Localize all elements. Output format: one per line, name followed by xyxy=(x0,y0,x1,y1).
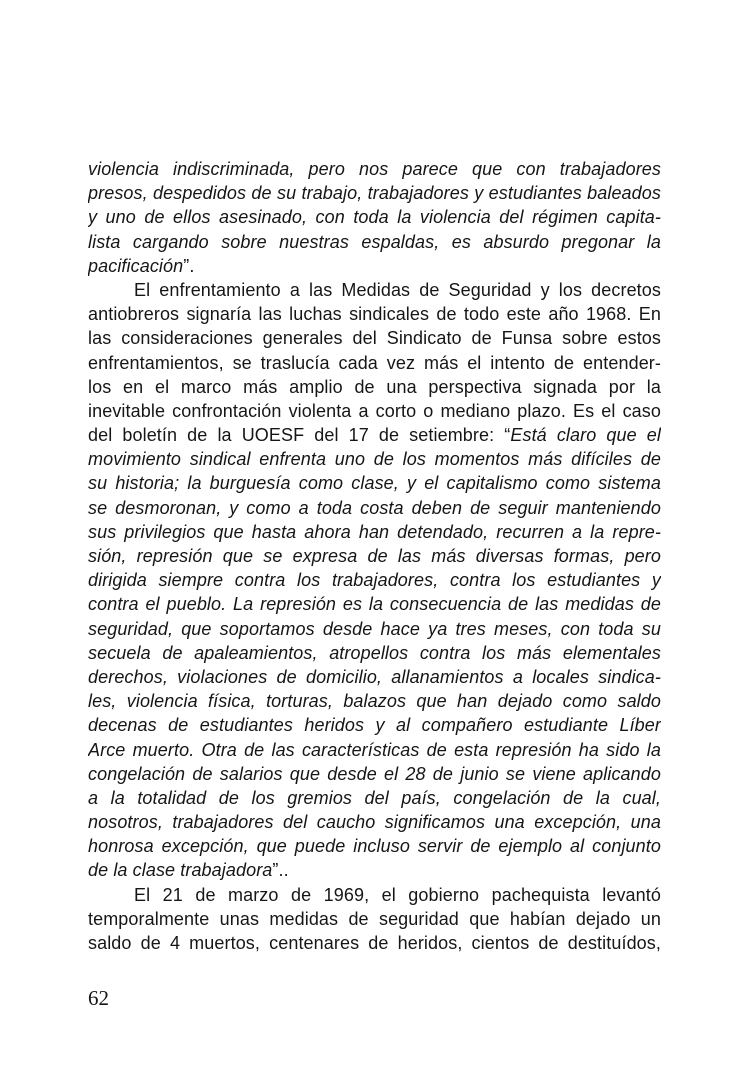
text-line xyxy=(88,496,661,520)
text-line xyxy=(88,713,661,737)
italic-text-segment: y uno de ellos asesinado, con toda la violencia del régimen capita- xyxy=(88,207,661,228)
text-line xyxy=(88,351,661,375)
text-line xyxy=(88,786,661,810)
italic-text-segment: decenas de estudiantes heridos y al compañero estudiante Líber xyxy=(88,715,661,736)
text-segment: antiobreros signaría las luchas sindicales de todo este año 1968. En xyxy=(88,304,661,325)
text-line xyxy=(88,375,661,399)
text-segment: ”.. xyxy=(272,860,289,881)
italic-text-segment: congelación de salarios que desde el 28 de junio se viene aplicando xyxy=(88,763,661,784)
italic-text-segment: nosotros, trabajadores del caucho significamos una excepción, una xyxy=(88,812,661,833)
italic-text-segment: derechos, violaciones de domicilio, allanamientos a locales sindica- xyxy=(88,666,661,687)
text-line xyxy=(88,326,661,350)
italic-text-segment: presos, despedidos de su trabajo, trabajadores y estudiantes baleados xyxy=(88,183,661,204)
text-line xyxy=(88,544,661,568)
italic-text-segment: movimiento sindical enfrenta uno de los momentos más difíciles de xyxy=(88,449,661,470)
text-line xyxy=(88,810,661,834)
text-line xyxy=(88,399,661,423)
text-segment: temporalmente unas medidas de seguridad que habían dejado un xyxy=(88,908,661,929)
italic-text-segment: dirigida siempre contra los trabajadores, contra los estudiantes y xyxy=(88,570,661,591)
text-line xyxy=(88,278,661,302)
italic-text-segment: seguridad, que soportamos desde hace ya tres meses, con toda su xyxy=(88,618,661,639)
italic-text-segment: violencia indiscriminada, pero nos parece que con trabajadores xyxy=(88,159,661,179)
italic-text-segment: contra el pueblo. La represión es la consecuencia de las medidas de xyxy=(88,594,661,615)
text-line xyxy=(88,423,661,447)
text-line xyxy=(88,641,661,665)
text-segment: del boletín de la UOESF del 17 de setiembre: “ xyxy=(88,425,511,446)
text-segment: inevitable confrontación violenta a corto o mediano plazo. Es el caso xyxy=(88,400,661,421)
text-segment: las consideraciones generales del Sindicato de Funsa sobre estos xyxy=(88,328,661,349)
italic-text-segment: su historia; la burguesía como clase, y el capitalismo como sistema xyxy=(88,473,661,494)
text-line xyxy=(88,205,661,229)
text-line xyxy=(88,471,661,495)
italic-text-segment: sus privilegios que hasta ahora han detendado, recurren a la repre- xyxy=(88,521,661,542)
italic-text-segment: les, violencia física, torturas, balazos que han dejado como saldo xyxy=(88,691,661,712)
text-segment: El 21 de marzo de 1969, el gobierno pachequista levantó xyxy=(134,884,661,905)
italic-text-segment: sión, represión que se expresa de las más diversas formas, pero xyxy=(88,546,661,566)
text-block xyxy=(88,157,661,955)
text-line xyxy=(88,302,661,326)
text-line xyxy=(88,834,661,858)
text-line xyxy=(88,181,661,205)
italic-text-segment: a la totalidad de los gremios del país, congelación de la cual, xyxy=(88,787,661,808)
text-segment: enfrentamientos, se traslucía cada vez más el intento de entender- xyxy=(88,352,661,373)
text-line xyxy=(88,617,661,641)
text-segment: El enfrentamiento a las Medidas de Seguridad y los decretos xyxy=(134,279,661,300)
text-segment: los en el marco más amplio de una perspectiva signada por la xyxy=(88,376,661,397)
text-line xyxy=(88,907,661,931)
text-line xyxy=(88,592,661,616)
text-line xyxy=(88,689,661,713)
text-line xyxy=(88,762,661,786)
text-line xyxy=(88,665,661,689)
text-line xyxy=(88,447,661,471)
text-line xyxy=(88,230,661,254)
text-line xyxy=(88,858,661,882)
text-line xyxy=(88,157,661,181)
italic-text-segment: lista cargando sobre nuestras espaldas, es absurdo pregonar la xyxy=(88,231,661,252)
italic-text-segment: Arce muerto. Otra de las características de esta represión ha sido la xyxy=(88,739,661,760)
text-line xyxy=(88,520,661,544)
italic-text-segment: pacificación xyxy=(88,255,184,276)
text-segment: ”. xyxy=(183,255,195,276)
text-line xyxy=(88,254,661,278)
italic-text-segment: Está claro que el xyxy=(510,425,661,446)
text-line xyxy=(88,738,661,762)
page-number: 62 xyxy=(88,986,109,1010)
text-line xyxy=(88,931,661,955)
text-segment: saldo de 4 muertos, centenares de heridos, cientos de destituídos, xyxy=(88,933,661,953)
italic-text-segment: secuela de apaleamientos, atropellos contra los más elementales xyxy=(88,642,661,663)
italic-text-segment: honrosa excepción, que puede incluso servir de ejemplo al conjunto xyxy=(88,836,661,857)
italic-text-segment: de la clase trabajadora xyxy=(88,860,273,881)
text-line xyxy=(88,883,661,907)
text-line xyxy=(88,568,661,592)
italic-text-segment: se desmoronan, y como a toda costa deben de seguir manteniendo xyxy=(88,497,661,518)
